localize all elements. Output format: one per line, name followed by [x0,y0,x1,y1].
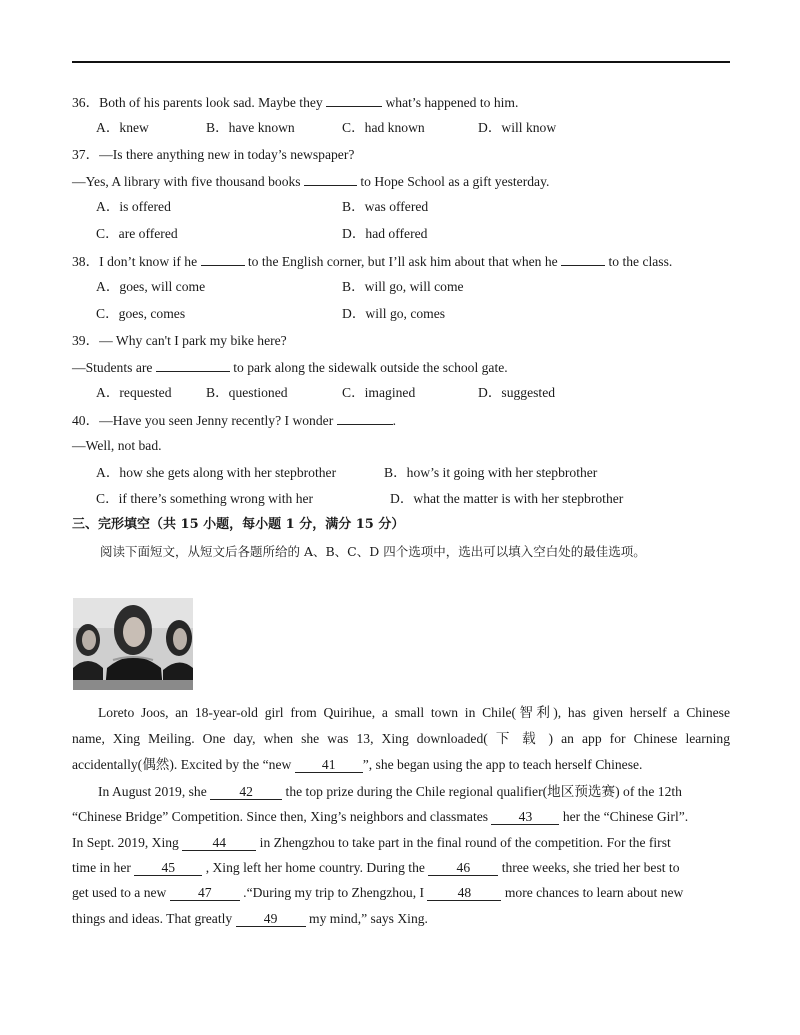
p2-line5-middle: .“During my trip to Zhengzhou, I [239,885,428,900]
q38-option-c: C．goes, comes [96,306,186,321]
q40-option-b: B．how’s it going with her stepbrother [384,465,598,480]
question-39-reply [72,358,508,377]
p2-line5-end: more chances to learn about new [501,885,684,900]
p2-line5-start: get used to a new [72,885,170,900]
q38-stem-end: to the class. [605,254,673,269]
p2-line1-start: In August 2019, she [98,784,211,799]
q40-option-c: C．if there’s something wrong with her [96,491,314,506]
cloze-blank-45: 45 [134,860,202,876]
q39-reply-end: to park along the sidewalk outside the school gate. [229,360,508,375]
p1-line3-end: ”, she began using the app to teach herself Chinese. [362,757,643,772]
q37-option-c: C．are offered [96,226,178,241]
q36-option-c: C．had known [342,120,425,135]
q38-option-d: D．will go, comes [342,306,446,321]
cloze-blank-49: 49 [236,911,306,927]
q36-option-d: D．will know [478,120,557,135]
cloze-blank-41: 41 [295,757,363,773]
question-37-reply [72,172,549,191]
passage-p2-line6 [72,910,428,928]
p2-line2-start: “Chinese Bridge” Competition. Since then, Xing’s neighbors and classmates [72,809,492,824]
passage-p2-line3 [72,834,671,852]
answer-blank [326,93,382,107]
cloze-blank-44: 44 [182,835,256,851]
answer-blank [337,411,393,425]
cloze-blank-43: 43 [491,809,559,825]
q38-stem-middle: to the English corner, but I’ll ask him about that when he [244,254,562,269]
q38-stem-start: 38．I don’t know if he [72,254,201,269]
header-rule [72,61,730,63]
q39-option-a: A．requested [96,385,172,400]
q39-option-d: D．suggested [478,385,556,400]
question-40-reply: —Well, not bad. [72,438,162,453]
q37-reply-end: to Hope School as a gift yesterday. [356,174,550,189]
cloze-blank-42: 42 [210,784,282,800]
q39-reply-start: —Students are [72,360,156,375]
q36-option-a: A．knew [96,120,149,135]
p2-line2-end: her the “Chinese Girl”. [559,809,689,824]
q40-option-d: D．what the matter is with her stepbrother [390,491,624,506]
q37-option-a: A．is offered [96,199,171,214]
q37-reply-start: —Yes, A library with five thousand books [72,174,304,189]
cloze-blank-48: 48 [427,885,501,901]
p1-line3-start: accidentally(偶然). Excited by the “new [72,757,295,772]
section-instruction: 阅读下面短文，从短文后各题所给的 A、B、C、D 四个选项中，选出可以填入空白处的最佳选项。 [100,544,646,559]
question-40-stem [72,411,396,430]
cloze-blank-46: 46 [428,860,498,876]
q36-option-b: B．have known [206,120,295,135]
p2-line6-start: things and ideas. That greatly [72,911,236,926]
cloze-blank-47: 47 [170,885,240,901]
passage-p2-line2 [72,808,688,826]
classroom-photo [73,598,193,690]
passage-p2-line4 [72,859,680,877]
q40-stem-start: 40．—Have you seen Jenny recently? I wonder [72,413,337,428]
answer-blank [201,252,245,266]
passage-p2-line5 [72,884,683,902]
p2-line4-start: time in her [72,860,135,875]
passage-p1-line3 [72,756,642,774]
question-39-stem: 39．— Why can't I park my bike here? [72,333,287,348]
q40-option-a: A．how she gets along with her stepbrother [96,465,337,480]
q38-option-a: A．goes, will come [96,279,206,294]
question-37-stem: 37．—Is there anything new in today’s newspaper? [72,147,355,162]
q40-stem-end: . [392,413,397,428]
p2-line4-end: three weeks, she tried her best to [498,860,680,875]
p2-line4-middle: , Xing left her home country. During the [202,860,429,875]
passage-p1-line2: name, Xing Meiling. One day, when she was 13, Xing downloaded( 下 载 ) an app for Chinese learning [72,731,730,746]
question-38-stem [72,252,672,271]
q39-option-b: B．questioned [206,385,288,400]
section-heading: 三、完形填空（共 15 小题，每小题 1 分，满分 15 分） [72,517,405,532]
question-36-stem [72,93,518,112]
answer-blank [304,172,357,186]
q37-option-b: B．was offered [342,199,429,214]
p2-line1-end: the top prize during the Chile regional qualifier(地区预选赛) of the 12th [282,784,682,799]
q39-option-c: C．imagined [342,385,416,400]
p2-line3-end: in Zhengzhou to take part in the final round of the competition. For the first [256,835,671,850]
q37-option-d: D．had offered [342,226,428,241]
p2-line6-end: my mind,” says Xing. [305,911,428,926]
passage-p1-line1: Loreto Joos, an 18-year-old girl from Quirihue, a small town in Chile(智利), has given herself a Chinese [98,705,730,720]
answer-blank [561,252,605,266]
q38-option-b: B．will go, will come [342,279,464,294]
q36-stem-end: what’s happened to him. [382,95,519,110]
answer-blank [156,358,230,372]
passage-p2-line1 [72,783,682,801]
p2-line3-start: In Sept. 2019, Xing [72,835,183,850]
q36-stem-start: 36．Both of his parents look sad. Maybe they [72,95,327,110]
